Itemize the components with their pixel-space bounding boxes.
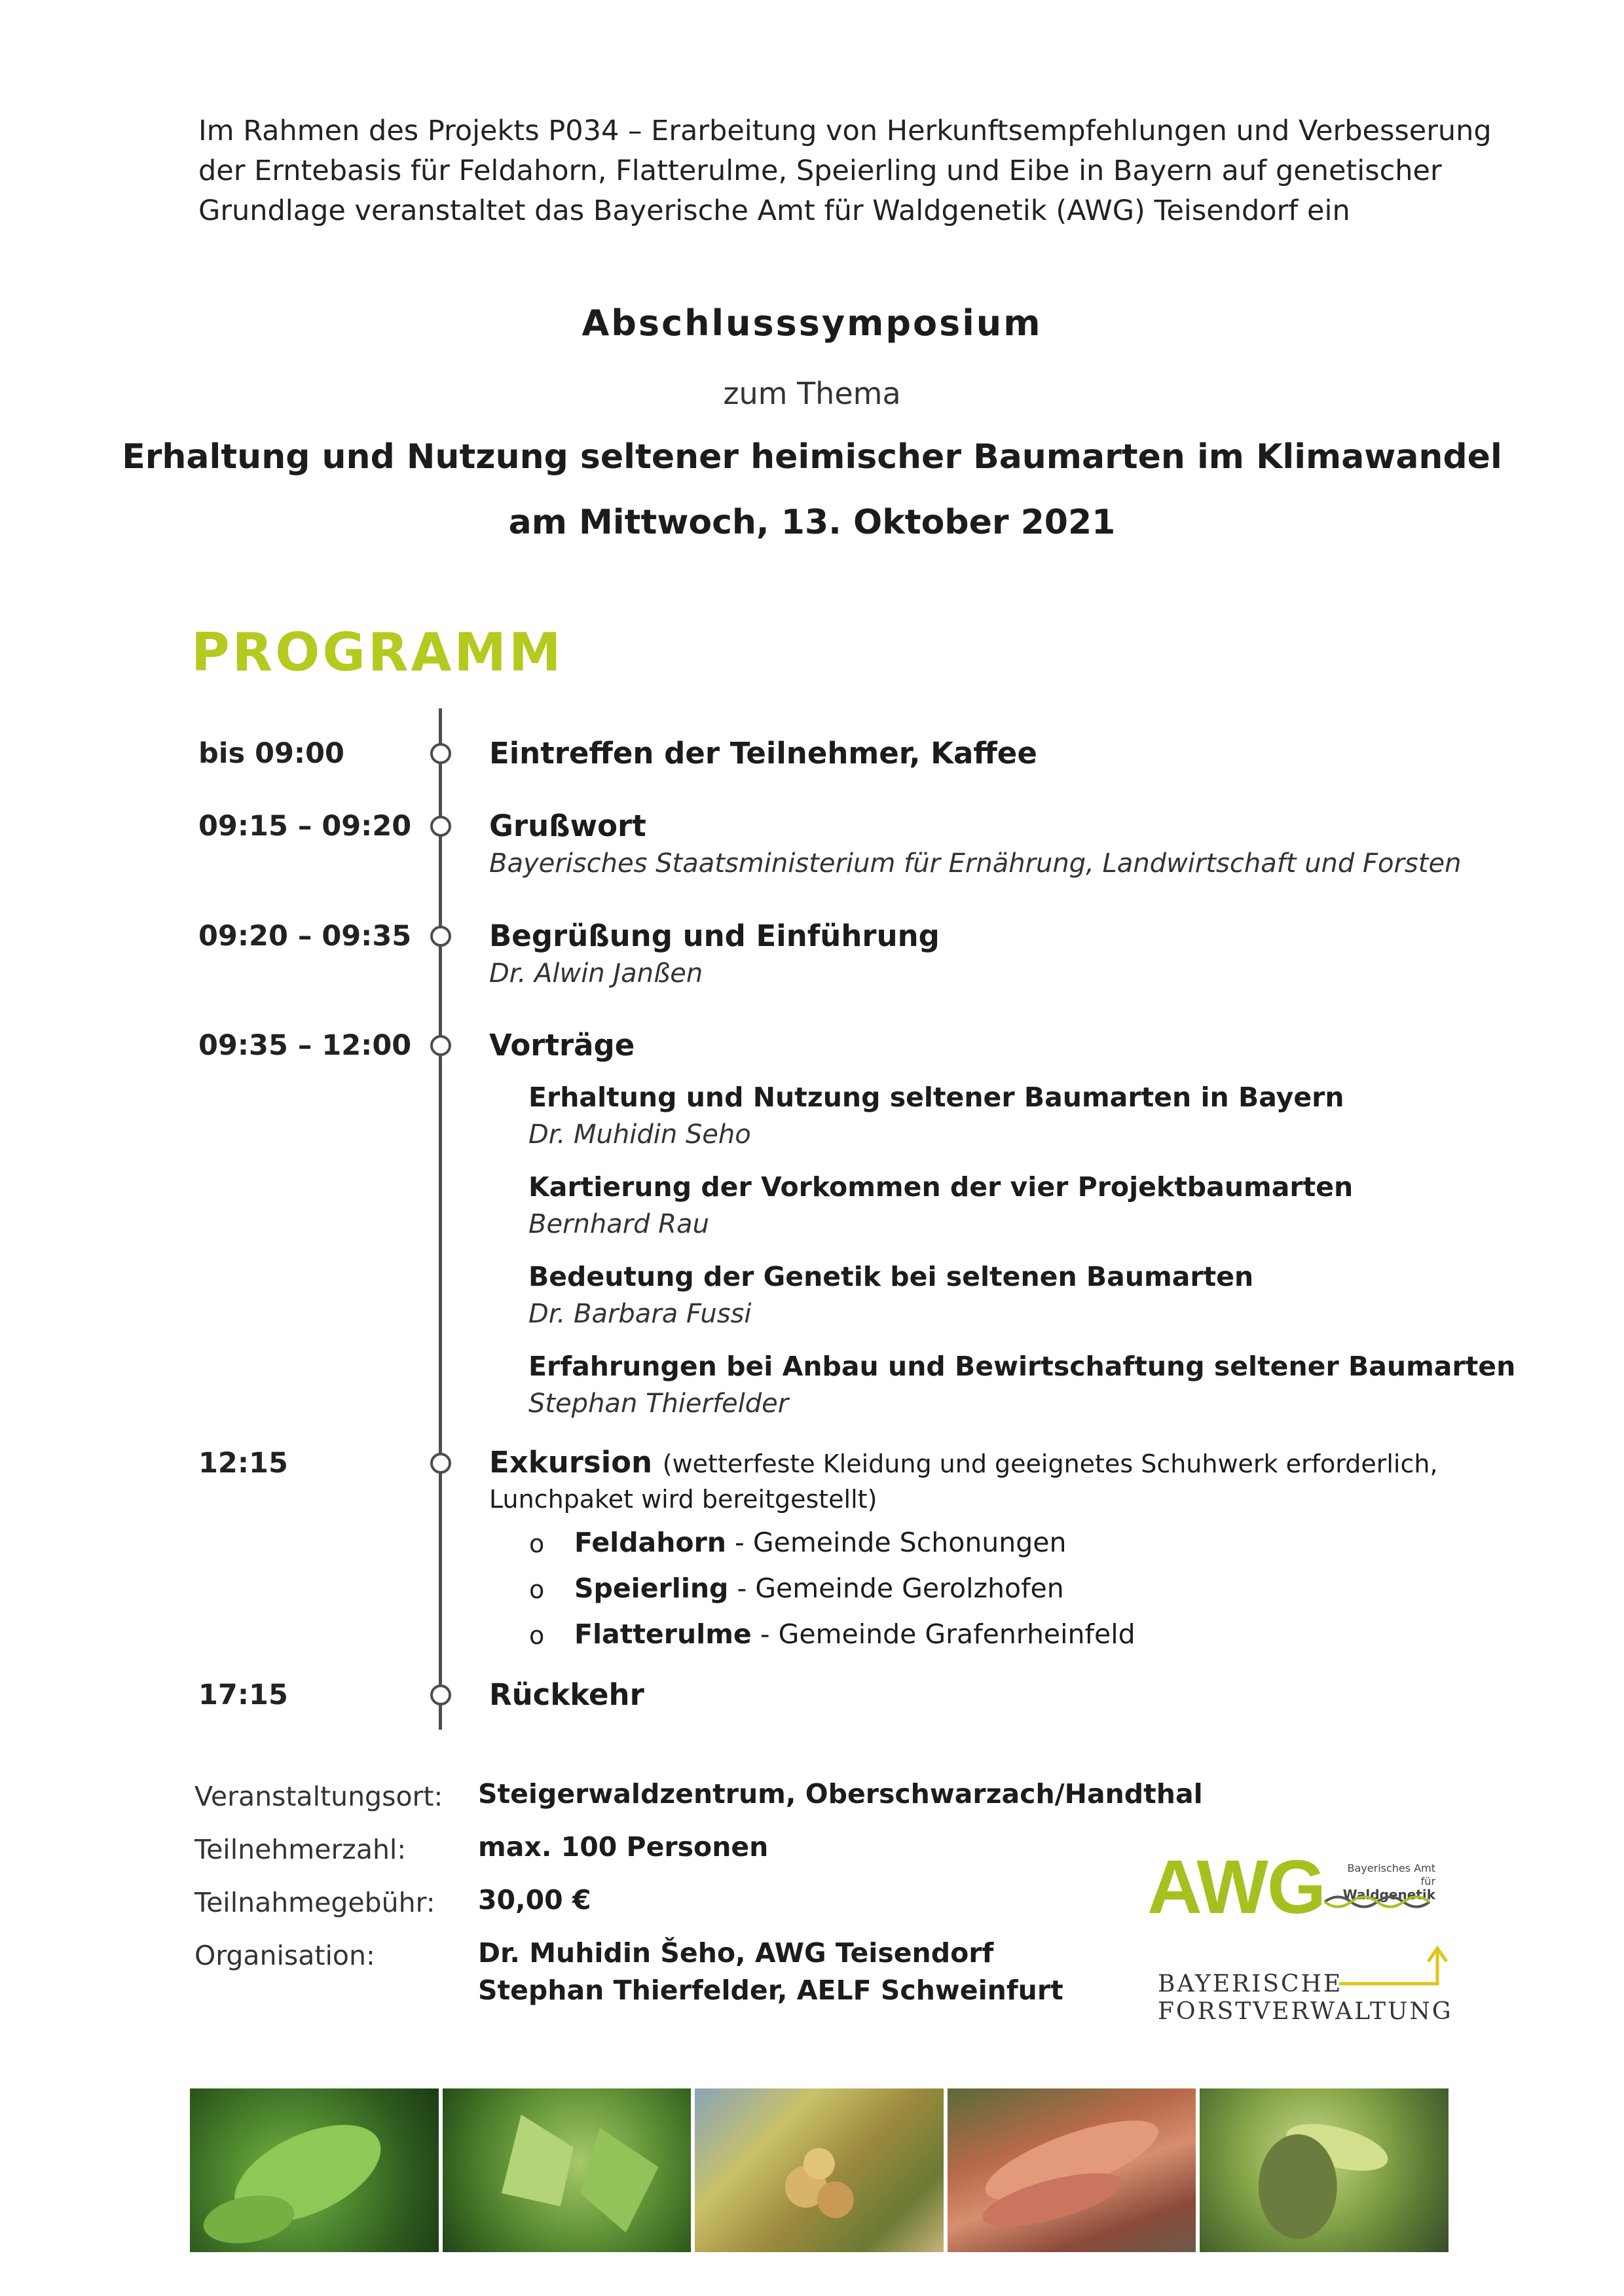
bullet-marker: o	[529, 1621, 545, 1650]
excursion-title: Exkursion	[489, 1445, 653, 1480]
intro-line: Im Rahmen des Projekts P034 – Erarbeitung von Herkunftsempfehlungen und Verbesserung	[198, 115, 1492, 147]
info-value: Dr. Muhidin Šeho, AWG Teisendorf	[478, 1937, 994, 1969]
programm-heading: PROGRAMM	[191, 622, 564, 683]
schedule-time: bis 09:00	[198, 737, 344, 770]
schedule-subtitle: Bayerisches Staatsministerium für Ernährung, Landwirtschaft und Forsten	[489, 848, 1462, 879]
intro-paragraph	[198, 111, 1492, 231]
stop-tree: Feldahorn	[574, 1527, 726, 1558]
timeline-line	[439, 708, 442, 1730]
info-value: 30,00 €	[478, 1884, 591, 1916]
timeline-marker	[430, 816, 451, 837]
stop-tree: Speierling	[574, 1573, 729, 1604]
bullet-marker: o	[529, 1529, 545, 1558]
schedule-time: 17:15	[198, 1679, 288, 1711]
event-title: Abschlusssymposium	[581, 302, 1043, 344]
schedule-title: Vorträge	[489, 1028, 635, 1063]
leaf-photo	[443, 2088, 692, 2252]
event-topic: Erhaltung und Nutzung seltener heimischer Baumarten im Klimawandel	[122, 437, 1502, 477]
timeline-marker	[430, 1035, 451, 1056]
schedule-title: Begrüßung und Einführung	[489, 919, 940, 953]
intro-line: Grundlage veranstaltet das Bayerische Amt für Waldgenetik (AWG) Teisendorf ein	[198, 194, 1350, 227]
timeline-marker	[430, 926, 451, 947]
info-label: Teilnahmegebühr:	[194, 1887, 435, 1918]
info-value: Steigerwaldzentrum, Oberschwarzach/Handthal	[478, 1778, 1203, 1810]
stop-tree: Flatterulme	[574, 1618, 752, 1650]
leaf-photo	[190, 2088, 439, 2252]
forst-line: FORSTVERWALTUNG	[1158, 1998, 1453, 2025]
stop-place: - Gemeinde Schonungen	[726, 1527, 1067, 1558]
fruit-photo	[695, 2088, 944, 2252]
excursion-stop	[574, 1573, 1064, 1604]
schedule-subtitle: Dr. Alwin Janßen	[489, 958, 703, 989]
forst-line: BAYERISCHE	[1158, 1971, 1343, 1997]
talk-speaker: Dr. Barbara Fussi	[528, 1299, 752, 1329]
seed-image	[1200, 2088, 1449, 2252]
talk-speaker: Stephan Thierfelder	[528, 1389, 789, 1419]
excursion-stop	[574, 1527, 1067, 1558]
seed-photo	[1200, 2088, 1449, 2252]
foliage-image	[948, 2088, 1196, 2252]
info-label: Teilnehmerzahl:	[194, 1834, 407, 1865]
stop-place: - Gemeinde Gerolzhofen	[728, 1573, 1064, 1604]
schedule-time: 09:20 – 09:35	[198, 920, 412, 953]
timeline-marker	[430, 1453, 451, 1474]
event-date: am Mittwoch, 13. Oktober 2021	[508, 503, 1116, 542]
arrow-up-icon	[1339, 1943, 1450, 1989]
schedule-time: 09:15 – 09:20	[198, 810, 412, 843]
stop-place: - Gemeinde Grafenrheinfeld	[751, 1618, 1135, 1650]
foliage-photo	[948, 2088, 1196, 2252]
excursion-note: (wetterfeste Kleidung und geeignetes Schuhwerk erforderlich,	[662, 1449, 1438, 1478]
talk-title: Kartierung der Vorkommen der vier Projektbaumarten	[528, 1171, 1354, 1203]
dna-helix-icon	[1321, 1892, 1439, 1912]
info-label: Organisation:	[194, 1940, 375, 1971]
info-value: Stephan Thierfelder, AELF Schweinfurt	[478, 1975, 1063, 2006]
timeline-marker	[430, 1685, 451, 1705]
intro-line: der Erntebasis für Feldahorn, Flatterulme, Speierling und Eibe in Bayern auf genetischer	[198, 155, 1442, 187]
bullet-marker: o	[529, 1575, 545, 1604]
schedule-title: Eintreffen der Teilnehmer, Kaffee	[489, 736, 1037, 771]
awg-caption-line: Waldgenetik	[1342, 1887, 1435, 1903]
awg-logo: AWG	[1147, 1844, 1325, 1929]
schedule-title: Grußwort	[489, 809, 646, 843]
talk-title: Erfahrungen bei Anbau und Bewirtschaftung seltener Baumarten	[528, 1351, 1516, 1382]
schedule-time: 12:15	[198, 1447, 288, 1480]
excursion-stop	[574, 1618, 1135, 1650]
event-subtitle: zum Thema	[723, 376, 901, 411]
leaf-image	[443, 2088, 692, 2252]
talk-speaker: Dr. Muhidin Seho	[528, 1120, 751, 1150]
schedule-title: Rückkehr	[489, 1677, 644, 1712]
excursion-note-line2: Lunchpaket wird bereitgestellt)	[489, 1485, 877, 1514]
timeline-marker	[430, 743, 451, 764]
awg-caption-line: Bayerisches Amt für	[1347, 1862, 1435, 1887]
talk-title: Bedeutung der Genetik bei seltenen Baumarten	[528, 1261, 1254, 1292]
fruit-image	[695, 2088, 944, 2252]
info-value: max. 100 Personen	[478, 1831, 769, 1863]
schedule-time: 09:35 – 12:00	[198, 1029, 412, 1062]
talk-title: Erhaltung und Nutzung seltener Baumarten in Bayern	[528, 1082, 1344, 1113]
talk-speaker: Bernhard Rau	[528, 1209, 709, 1239]
photo-strip	[190, 2088, 1449, 2252]
schedule-title	[489, 1445, 1438, 1480]
info-label: Veranstaltungsort:	[194, 1781, 443, 1812]
leaf-image	[190, 2088, 439, 2252]
